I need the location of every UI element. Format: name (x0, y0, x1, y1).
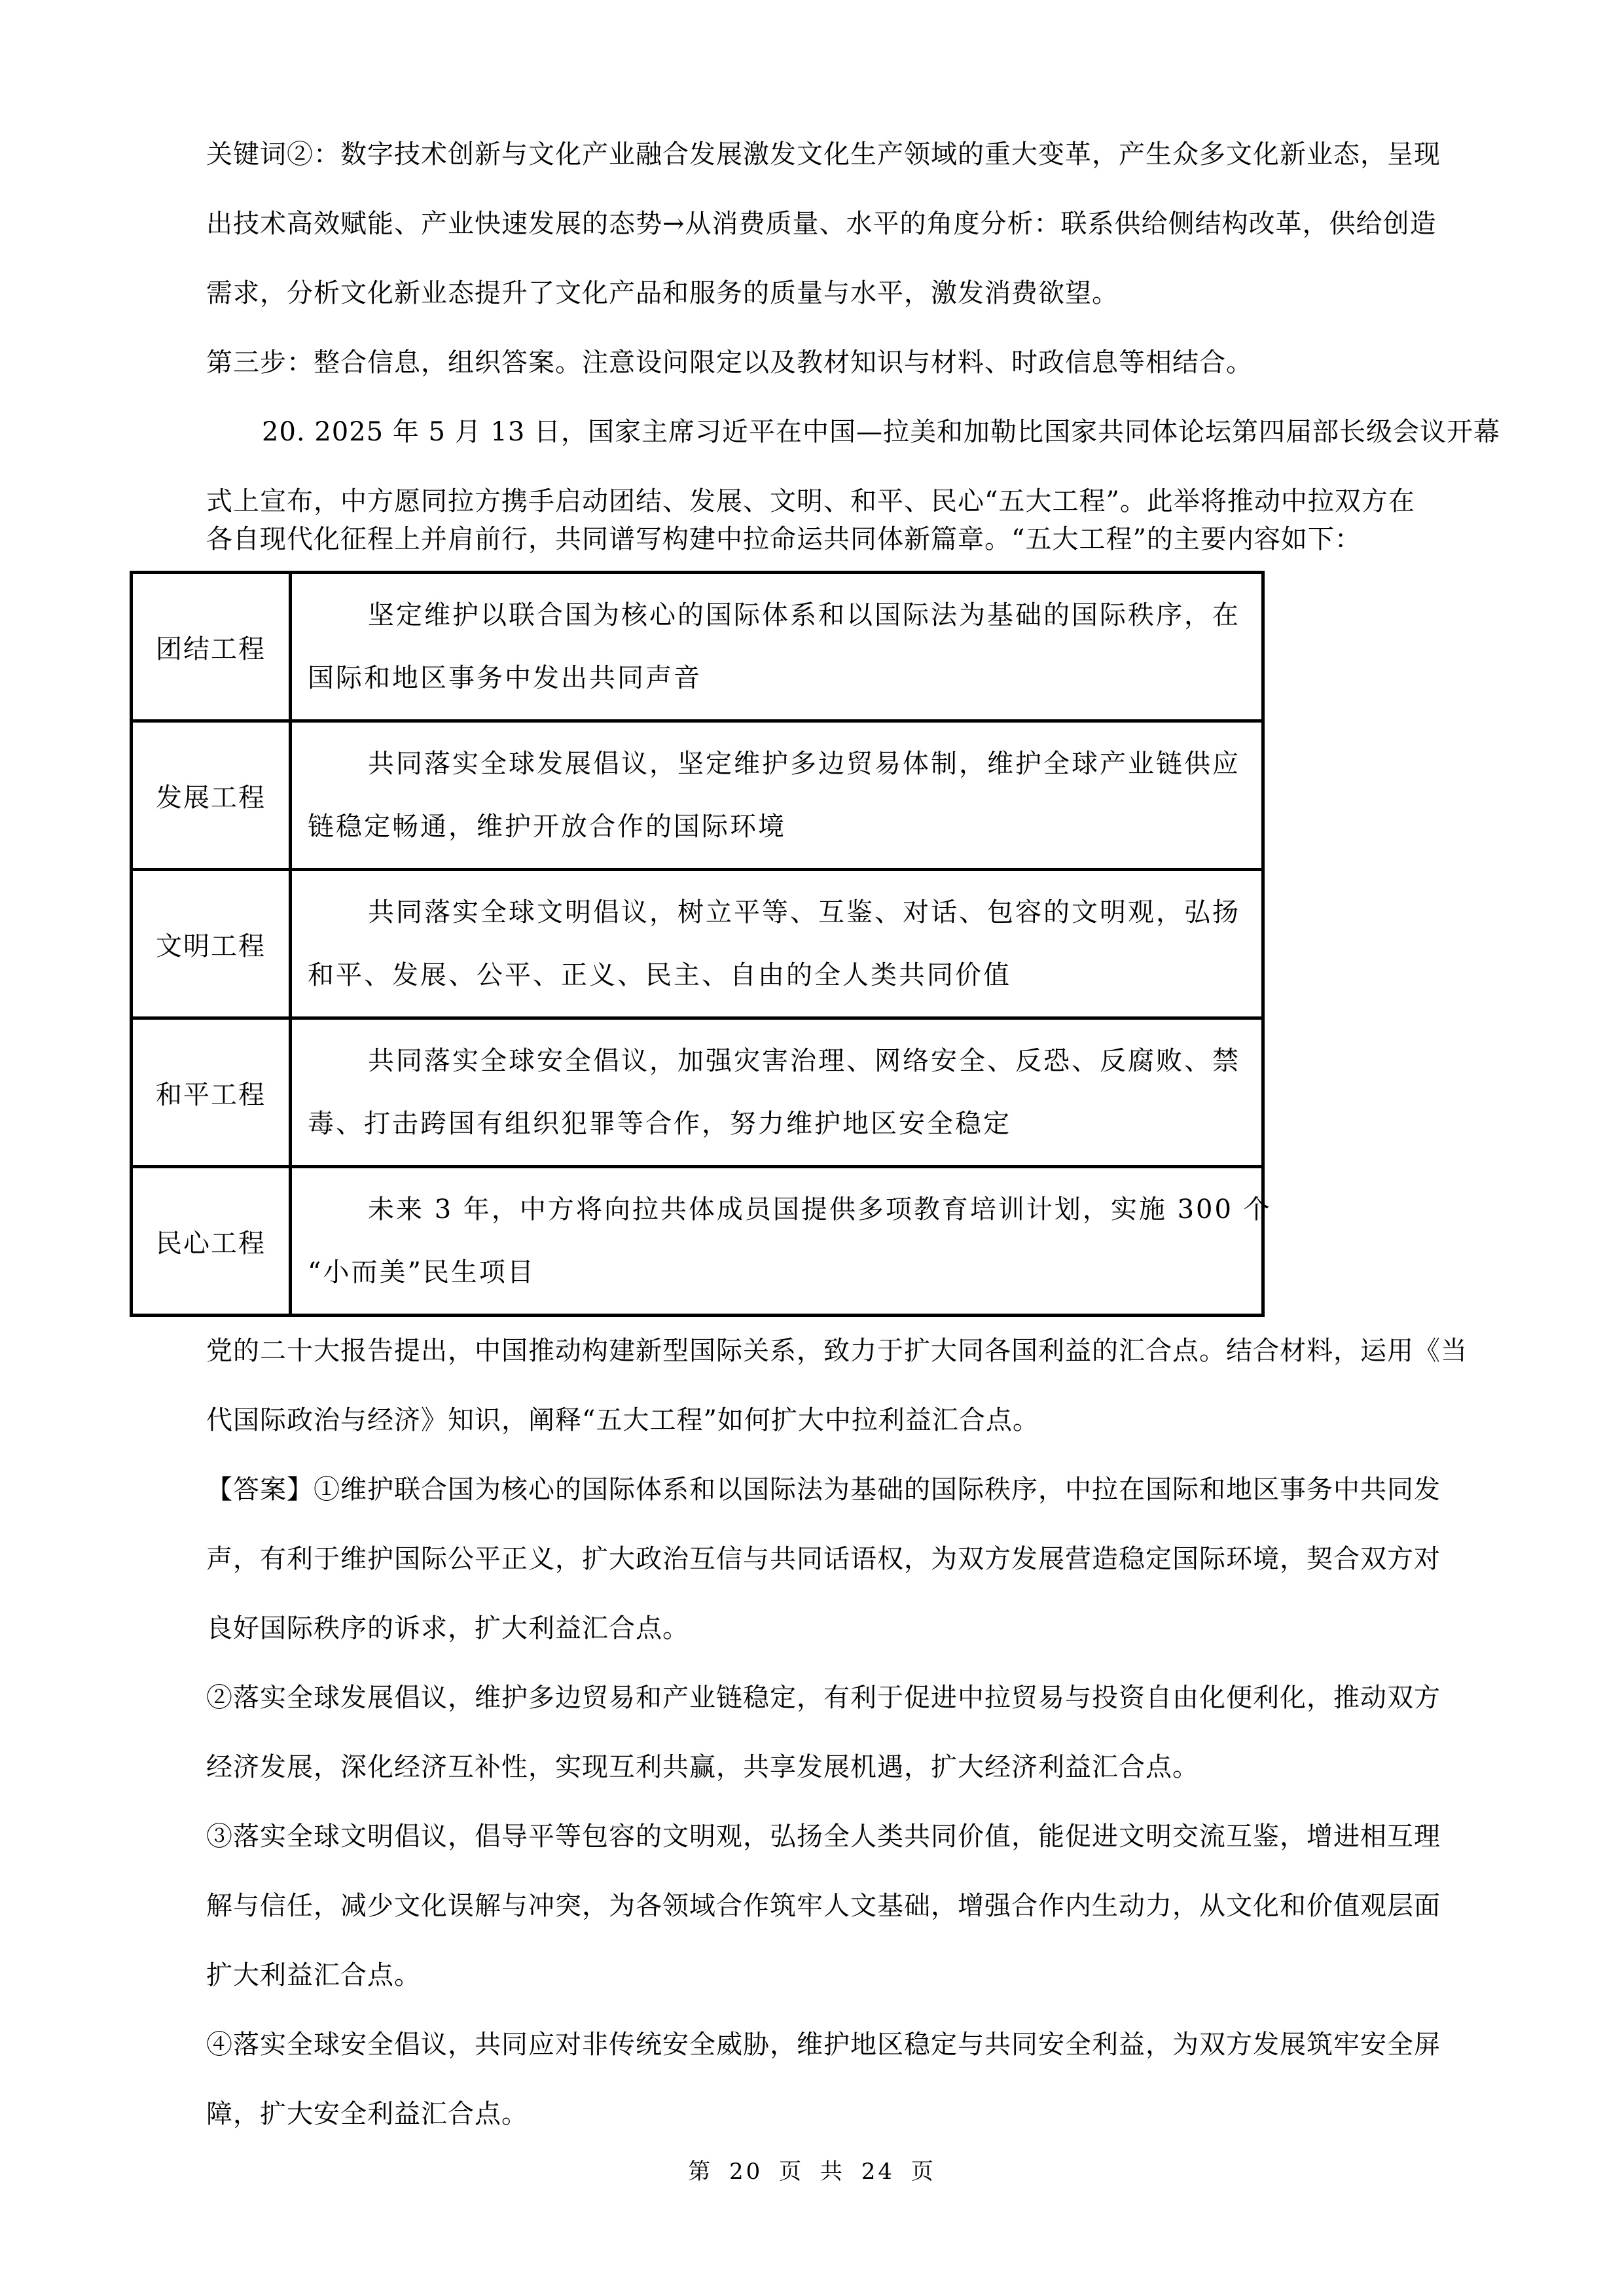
project-description-line: 毒、打击跨国有组织犯罪等合作，努力维护地区安全稳定 (308, 1109, 1011, 1139)
answer-line: ②落实全球发展倡议，维护多边贸易和产业链稳定，有利于促进中拉贸易与投资自由化便利化，推动双方 (206, 1683, 1441, 1713)
answer-line: 解与信任，减少文化误解与冲突，为各领域合作筑牢人文基础，增强合作内生动力，从文化和价值观层面 (206, 1891, 1441, 1921)
project-description-line: 和平、发展、公平、正义、民主、自由的全人类共同价值 (308, 960, 1011, 990)
question-line: 各自现代化征程上并肩前行，共同谱写构建中拉命运共同体新篇章。“五大工程”的主要内容如下： (206, 524, 1362, 554)
project-description-line: 共同落实全球发展倡议，坚定维护多边贸易体制，维护全球产业链供应 (368, 749, 1240, 779)
answer-line: 扩大利益汇合点。 (206, 1960, 421, 1990)
table-row (132, 573, 1263, 721)
table-row (132, 721, 1263, 870)
table-row (132, 1018, 1263, 1167)
project-description-line: 未来 3 年，中方将向拉共体成员国提供多项教育培训计划，实施 300 个 (368, 1194, 1272, 1225)
project-description-line: 链稳定畅通，维护开放合作的国际环境 (308, 812, 786, 842)
answer-line: ③落实全球文明倡议，倡导平等包容的文明观，弘扬全人类共同价值，能促进文明交流互鉴，增进相互理 (206, 1821, 1441, 1852)
answer-line: 良好国际秩序的诉求，扩大利益汇合点。 (206, 1613, 689, 1643)
five-projects-table (130, 571, 1272, 1317)
question-line: 式上宣布，中方愿同拉方携手启动团结、发展、文明、和平、民心“五大工程”。此举将推动中拉双方在 (206, 486, 1415, 516)
project-name: 民心工程 (132, 1167, 291, 1316)
answer-line: 【答案】①维护联合国为核心的国际体系和以国际法为基础的国际秩序，中拉在国际和地区事务中共同发 (206, 1475, 1441, 1505)
project-description (291, 1018, 1263, 1167)
answer-line: 声，有利于维护国际公平正义，扩大政治互信与共同话语权，为双方发展营造稳定国际环境，契合双方对 (206, 1544, 1441, 1574)
prompt-line: 代国际政治与经济》知识，阐释“五大工程”如何扩大中拉利益汇合点。 (206, 1405, 1039, 1435)
project-description-line: 共同落实全球安全倡议，加强灾害治理、网络安全、反恐、反腐败、禁 (368, 1046, 1240, 1076)
project-name: 文明工程 (132, 870, 291, 1018)
prompt-line: 党的二十大报告提出，中国推动构建新型国际关系，致力于扩大同各国利益的汇合点。结合材料，运用《当 (206, 1336, 1468, 1366)
project-name: 团结工程 (132, 573, 291, 721)
answer-line: 障，扩大安全利益汇合点。 (206, 2099, 528, 2129)
table-row (132, 1167, 1263, 1316)
project-description (291, 870, 1263, 1018)
project-description-line: 共同落实全球文明倡议，树立平等、互鉴、对话、包容的文明观，弘扬 (368, 897, 1240, 927)
project-name: 和平工程 (132, 1018, 291, 1167)
page-number: 第 20 页 共 24 页 (688, 2159, 936, 2185)
project-description-line: 国际和地区事务中发出共同声音 (308, 663, 702, 693)
table-row (132, 870, 1263, 1018)
question-line: 20. 2025 年 5 月 13 日，国家主席习近平在中国—拉美和加勒比国家共同体论坛第四届部长级会议开幕 (262, 417, 1501, 447)
answer-line: 经济发展，深化经济互补性，实现互利共赢，共享发展机遇，扩大经济利益汇合点。 (206, 1752, 1199, 1782)
intro-line: 需求，分析文化新业态提升了文化产品和服务的质量与水平，激发消费欲望。 (206, 278, 1119, 308)
project-description (291, 721, 1263, 870)
intro-line: 出技术高效赋能、产业快速发展的态势→从消费质量、水平的角度分析：联系供给侧结构改革，供给创造 (206, 209, 1437, 239)
project-description (291, 573, 1263, 721)
project-description (291, 1167, 1272, 1316)
project-description-line: 坚定维护以联合国为核心的国际体系和以国际法为基础的国际秩序，在 (368, 600, 1240, 630)
project-description-line: “小而美”民生项目 (308, 1257, 535, 1287)
intro-line: 关键词②：数字技术创新与文化产业融合发展激发文化生产领域的重大变革，产生众多文化新业态，呈现 (206, 139, 1441, 170)
project-name: 发展工程 (132, 721, 291, 870)
answer-line: ④落实全球安全倡议，共同应对非传统安全威胁，维护地区稳定与共同安全利益，为双方发展筑牢安全屏 (206, 2030, 1441, 2060)
intro-line: 第三步：整合信息，组织答案。注意设问限定以及教材知识与材料、时政信息等相结合。 (206, 348, 1253, 378)
